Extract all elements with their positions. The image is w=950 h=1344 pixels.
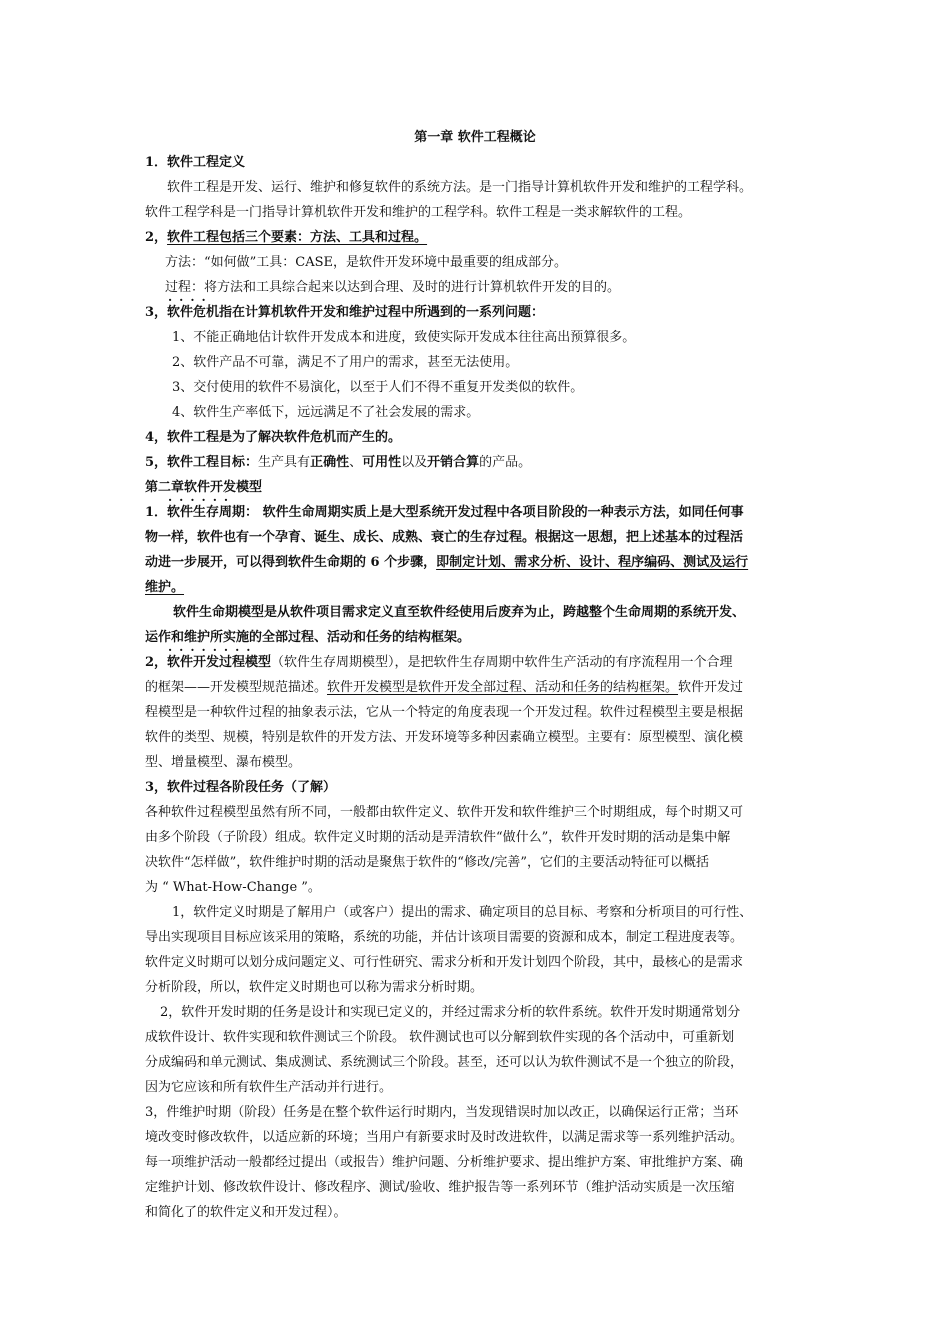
- ch2-s3-line: 分析阶段，所以，软件定义时期也可以称为需求分析时期。: [145, 980, 484, 995]
- list-item: 4、软件生产率低下，远远满足不了社会发展的需求。: [172, 405, 480, 420]
- chapter-2-title: 第二章软件开发模型: [145, 480, 263, 495]
- ch2-s3-line: 1，软件定义时期是了解用户（或客户）提出的需求、确定项目的总目标、考察和分析项目的可行性、: [172, 905, 753, 920]
- ch2-s3-line: 决软件“怎样做”，软件维护时期的活动是聚焦于软件的“修改/完善”，它们的主要活动特征可以概括: [145, 855, 709, 870]
- ch2-paragraph-line: 物一样，软件也有一个孕育、诞生、成长、成熟、衰亡的生存过程。根据这一思想，把上述基本的过程活: [145, 530, 744, 545]
- list-item: 3、交付使用的软件不易演化，以至于人们不得不重复开发类似的软件。: [172, 380, 584, 395]
- section-1-paragraph-line: 软件工程是开发、运行、维护和修复软件的系统方法。是一门指导计算机软件开发和维护的工程学科。: [167, 180, 753, 195]
- text-run: 生产具有: [258, 455, 311, 470]
- emphasis-dots: ········: [168, 643, 258, 657]
- ch2-paragraph-line: 运作和维护所实施的全部过程、活动和任务的结构框架。: [145, 630, 471, 645]
- ch2-s3-line: 因为它应该和所有软件生产活动并行进行。: [145, 1080, 393, 1095]
- text-run: 动进一步展开，可以得到软件生命期的 6 个步骤，: [145, 555, 437, 570]
- emphasis-dots: ····: [168, 293, 213, 307]
- ch2-s3-line: 2，软件开发时期的任务是设计和实现已定义的，并经过需求分析的软件系统。软件开发时期通常划分: [160, 1005, 741, 1020]
- keyword: 正确性: [310, 455, 350, 470]
- ch2-paragraph-line: 维护。: [145, 580, 185, 595]
- ch2-s3-line: 和简化了的软件定义和开发过程）。: [145, 1205, 347, 1220]
- ch2-s3-line: 为 “ What-How-Change ”。: [145, 880, 321, 895]
- section-2-heading: [145, 228, 427, 248]
- section-3-heading: 3，软件危机指在计算机软件开发和维护过程中所遇到的一系列问题：: [145, 305, 545, 320]
- list-item: 2、软件产品不可靠，满足不了用户的需求，甚至无法使用。: [172, 355, 519, 370]
- keyword: 可用性: [362, 455, 402, 470]
- section-5-heading: 5，软件工程目标：: [145, 455, 259, 470]
- ch2-s3-line: 每一项维护活动一般都经过提出（或报告）维护问题、分析维护要求、提出维护方案、审批维护方案、确: [145, 1155, 744, 1170]
- text-run: 的产品。: [479, 455, 532, 470]
- section-1-paragraph-line: 软件工程学科是一门指导计算机软件开发和维护的工程学科。软件工程是一类求解软件的工程。: [145, 205, 692, 220]
- ch2-s3-line: 各种软件过程模型虽然有所不同，一般都由软件定义、软件开发和软件维护三个时期组成，每个时期又可: [145, 805, 744, 820]
- underlined-text: 即制定计划、需求分析、设计、程序编码、测试及运行: [436, 555, 749, 570]
- list-item: 1、不能正确地估计软件开发成本和进度，致使实际开发成本往往高出预算很多。: [172, 330, 636, 345]
- text-run: 、: [349, 455, 363, 470]
- ch2-s2-line: 型、增量模型、瀑布模型。: [145, 755, 302, 770]
- section-4-heading: 4，软件工程是为了解决软件危机而产生的。: [145, 430, 402, 445]
- section-2-line: 方法：“如何做”工具：CASE，是软件开发环境中最重要的组成部分。: [165, 255, 568, 270]
- text-run: 的框架——开发模型规范描述。: [145, 680, 328, 695]
- emphasis-dots: ······: [168, 493, 236, 507]
- ch2-s2-line: 软件的类型、规模，特别是软件的开发方法、开发环境等多种因素确立模型。主要有：原型模型、演化模: [145, 730, 744, 745]
- ch2-s2-line: 程模型是一种软件过程的抽象表示法，它从一个特定的角度表现一个开发过程。软件过程模型主要是根据: [145, 705, 744, 720]
- ch2-s3-line: 由多个阶段（子阶段）组成。软件定义时期的活动是弄清软件“做什么”，软件开发时期的活动是集中解: [145, 830, 731, 845]
- ch2-s2-line: [145, 678, 743, 698]
- heading-number: 2，: [145, 230, 168, 245]
- ch2-s3-line: 导出实现项目目标应该采用的策略，系统的功能，并估计该项目需要的资源和成本，制定工程进度表等。: [145, 930, 744, 945]
- heading-underlined-text: 软件工程包括三个要素：方法、工具和过程。: [167, 230, 428, 245]
- ch2-s3-line: 定维护计划、修改软件设计、修改程序、测试/验收、维护报告等一系列环节（维护活动实质是一次压缩: [145, 1180, 735, 1195]
- ch2-s2-heading: 2，软件开发过程模型: [145, 655, 272, 670]
- ch2-s3-line: 成软件设计、软件实现和软件测试三个阶段。 软件测试也可以分解到软件实现的各个活动中，可重新划: [145, 1030, 735, 1045]
- ch2-paragraph-line: [145, 553, 748, 573]
- section-2-line: 过程：将方法和工具综合起来以达到合理、及时的进行计算机软件开发的目的。: [165, 280, 621, 295]
- ch2-s3-heading: 3，软件过程各阶段任务（了解）: [145, 780, 337, 795]
- text-run: 以及: [401, 455, 428, 470]
- text-run: （软件生存周期模型），是把软件生存周期中软件生产活动的有序流程用一个合理: [271, 655, 733, 670]
- ch2-s3-line: 境改变时修改软件，以适应新的环境；当用户有新要求时及时改进软件，以满足需求等一系列维护活动。: [145, 1130, 744, 1145]
- text-run: 软件开发过: [678, 680, 744, 695]
- underlined-text: 软件开发模型是软件开发全部过程、活动和任务的结构框架。: [327, 680, 679, 695]
- ch2-paragraph-line: 1．软件生存周期： 软件生命周期实质上是大型系统开发过程中各项目阶段的一种表示方法，如同任何事: [145, 505, 744, 520]
- keyword: 开销合算: [427, 455, 480, 470]
- section-5-line: [145, 453, 531, 473]
- ch2-s3-line: 3，件维护时期（阶段）任务是在整个软件运行时期内，当发现错误时加以改正，以确保运行正常；当环: [145, 1105, 739, 1120]
- ch2-paragraph-line: 软件生命期模型是从软件项目需求定义直至软件经使用后废弃为止，跨越整个生命周期的系统开发、: [173, 605, 746, 620]
- chapter-1-title: 第一章 软件工程概论: [414, 130, 536, 145]
- section-1-heading: 1．软件工程定义: [145, 155, 246, 170]
- ch2-s3-line: 软件定义时期可以划分成问题定义、可行性研究、需求分析和开发计划四个阶段，其中，最核心的是需求: [145, 955, 744, 970]
- ch2-s2-line: [145, 653, 733, 673]
- ch2-s3-line: 分成编码和单元测试、集成测试、系统测试三个阶段。甚至，还可以认为软件测试不是一个独立的阶段，: [145, 1055, 744, 1070]
